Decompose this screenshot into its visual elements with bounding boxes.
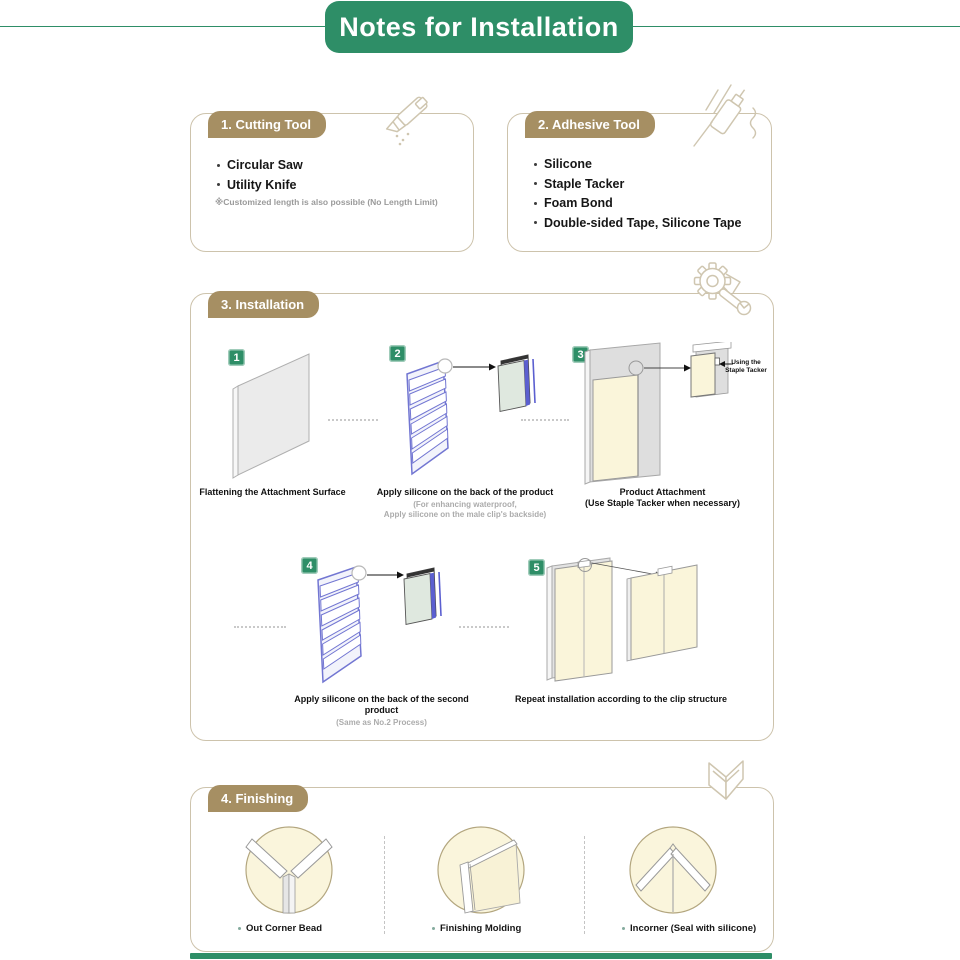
cutting-note: ※Customized length is also possible (No Length Limit) xyxy=(215,197,438,207)
step-number: 5 xyxy=(533,561,540,574)
bullet-dot-icon xyxy=(217,164,220,167)
dotted-separator xyxy=(521,419,569,421)
caption-line: (Use Staple Tacker when necessary) xyxy=(585,498,740,508)
step4-subcaption: (Same as No.2 Process) xyxy=(336,718,427,727)
list-item-label: Foam Bond xyxy=(544,196,613,210)
list-item-label: Utility Knife xyxy=(227,177,297,192)
finishing-item-label: Out Corner Bead xyxy=(246,923,323,934)
finishing-item xyxy=(622,923,756,934)
step5-caption: Repeat installation according to the clip structure xyxy=(514,694,728,704)
step-number: 2 xyxy=(394,347,401,360)
step3-caption xyxy=(570,487,755,509)
adhesive-tool-list xyxy=(534,157,742,235)
step4-caption xyxy=(278,694,485,728)
subcaption-line: (For enhancing waterproof, xyxy=(413,500,517,509)
out-corner-bead-illustration xyxy=(243,824,335,916)
annotation-line: Using the xyxy=(731,359,761,366)
installation-label: 3. Installation xyxy=(208,291,319,318)
step2-caption xyxy=(370,487,560,520)
finishing-item xyxy=(432,923,521,934)
list-item xyxy=(217,158,303,172)
caption-line: Apply silicone on the back of the second product xyxy=(294,694,469,715)
bullet-dot-icon xyxy=(622,927,625,930)
step-number: 4 xyxy=(306,559,313,572)
list-item xyxy=(534,216,742,230)
adhesive-tool-label: 2. Adhesive Tool xyxy=(525,111,655,138)
step-number: 1 xyxy=(233,351,240,364)
bullet-dot-icon xyxy=(217,183,220,186)
step5-repeat-illustration xyxy=(515,552,775,697)
finishing-item xyxy=(238,923,322,934)
step1-caption: Flattening the Attachment Surface xyxy=(199,487,346,497)
list-item xyxy=(534,177,742,191)
tools-gear-icon xyxy=(686,258,756,324)
list-item-label: Silicone xyxy=(544,157,592,171)
list-item xyxy=(534,196,742,210)
cutting-tool-list xyxy=(217,158,303,197)
dashed-divider xyxy=(584,836,585,934)
silicone-tube-icon xyxy=(690,80,768,156)
caption-line: Product Attachment xyxy=(619,487,706,497)
bullet-dot-icon xyxy=(534,221,537,224)
finishing-molding-illustration xyxy=(435,824,527,916)
corner-molding-icon xyxy=(698,754,756,812)
bullet-dot-icon xyxy=(238,927,241,930)
bottom-accent-bar xyxy=(190,953,772,959)
dotted-separator xyxy=(459,626,509,628)
list-item-label: Double-sided Tape, Silicone Tape xyxy=(544,215,742,230)
step2-silicone-illustration xyxy=(385,342,560,484)
finishing-item-label: Incorner (Seal with silicone) xyxy=(630,923,757,934)
step2-subcaption xyxy=(370,500,560,520)
subcaption-line: Apply silicone on the male clip's backside) xyxy=(383,510,547,519)
bullet-dot-icon xyxy=(534,182,537,185)
bullet-dot-icon xyxy=(534,163,537,166)
incorner-illustration xyxy=(627,824,719,916)
dotted-separator xyxy=(234,626,286,628)
step4-silicone-illustration xyxy=(293,552,503,697)
page-title xyxy=(325,1,633,53)
dotted-separator xyxy=(328,419,378,421)
finishing-item-label: Finishing Molding xyxy=(440,923,522,934)
step1-panel-illustration xyxy=(225,342,345,484)
caption-line: Apply silicone on the back of the product xyxy=(376,487,554,497)
finishing-label: 4. Finishing xyxy=(208,785,308,812)
staple-tacker-annotation xyxy=(720,359,772,375)
list-item-label: Circular Saw xyxy=(227,158,303,172)
bullet-dot-icon xyxy=(432,927,435,930)
step-number: 3 xyxy=(577,348,584,361)
bullet-dot-icon xyxy=(534,202,537,205)
cutting-tool-label: 1. Cutting Tool xyxy=(208,111,326,138)
list-item xyxy=(534,157,742,171)
page-title-text: Notes for Installation xyxy=(339,11,619,42)
list-item-label: Staple Tacker xyxy=(544,176,625,191)
annotation-line: Staple Tacker xyxy=(725,367,767,374)
dashed-divider xyxy=(384,836,385,934)
utility-knife-icon xyxy=(380,88,444,150)
list-item xyxy=(217,178,303,192)
